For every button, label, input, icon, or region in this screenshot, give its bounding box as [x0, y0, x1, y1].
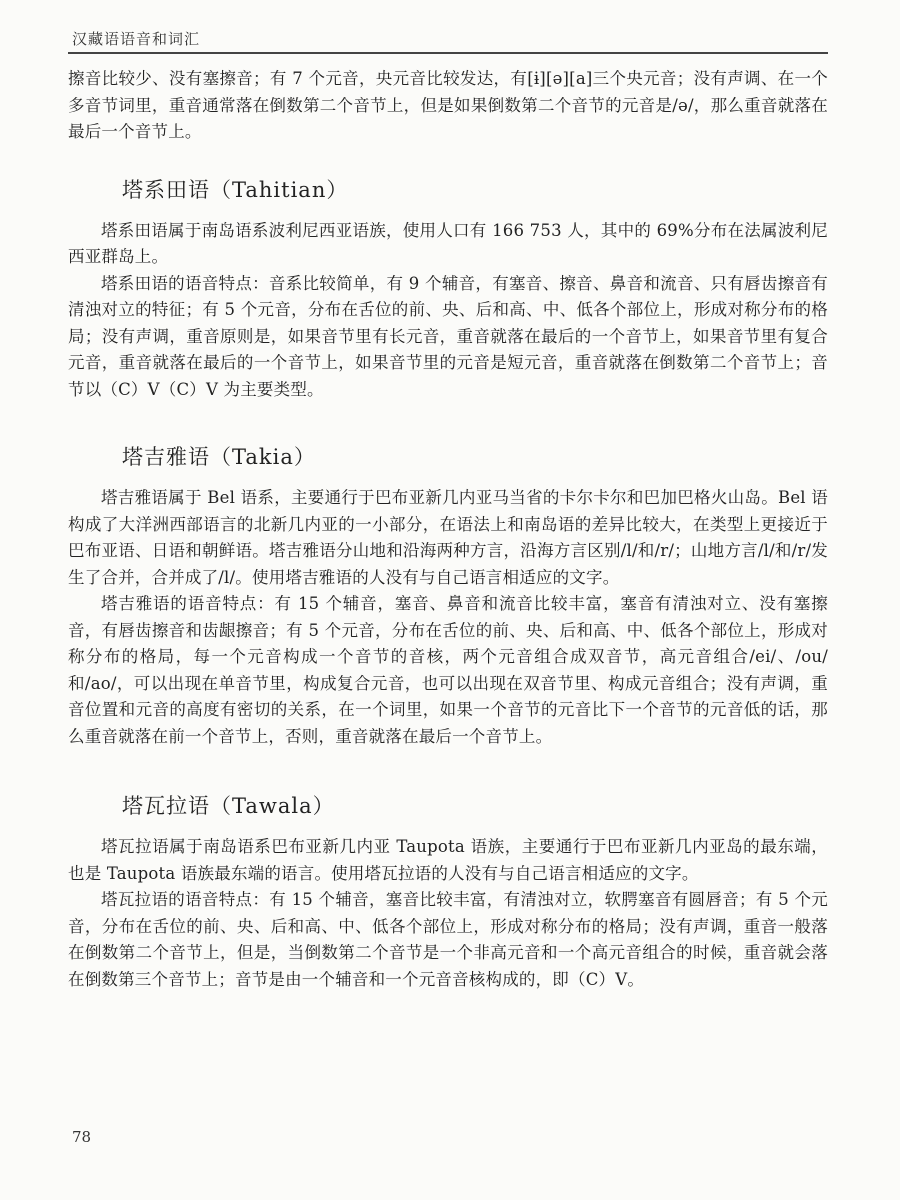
paragraph: 塔吉雅语的语音特点：有 15 个辅音，塞音、鼻音和流音比较丰富，塞音有清浊对立、没有塞擦音，有唇齿擦音和齿龈擦音；有 5 个元音，分布在舌位的前、央、后和高、中、低各个部位上，形成对称分布的格局，每一个元音构成一个音节的音核，两个元音组合成双音节，高元音组合/ei/、/ou/和/ao/，可以出现在单音节里，构成复合元音，也可以出现在双音节里、构成元音组合；没有声调，重音位置和元音的高度有密切的关系，在一个词里，如果一个音节的元音比下一个音节的元音低的话，那么重音就落在前一个音节上，否则，重音就落在最后一个音节上。 — [68, 594, 828, 746]
section-heading: 塔瓦拉语（Tawala） — [122, 794, 335, 818]
page-number: 78 — [72, 1128, 92, 1146]
paragraph: 塔吉雅语属于 Bel 语系，主要通行于巴布亚新几内亚马当省的卡尔卡尔和巴加巴格火山岛。Bel 语构成了大洋洲西部语言的北新几内亚的一小部分，在语法上和南岛语的差异比较大，在类型上更接近于巴布亚语、日语和朝鲜语。塔吉雅语分山地和沿海两种方言，沿海方言区别/l/和/r/；山地方言/l/和/r/发生了合并，合并成了/l/。使用塔吉雅语的人没有与自己语言相适应的文字。 — [68, 488, 828, 587]
paragraph: 塔系田语属于南岛语系波利尼西亚语族，使用人口有 166 753 人，其中的 69%分布在法属波利尼西亚群岛上。 — [68, 220, 828, 266]
paragraph: 塔瓦拉语属于南岛语系巴布亚新几内亚 Taupota 语族，主要通行于巴布亚新几内亚岛的最东端，也是 Taupota 语族最东端的语言。使用塔瓦拉语的人没有与自己语言相适应的文字。 — [68, 837, 828, 883]
page-body — [68, 66, 828, 993]
section-heading: 塔吉雅语（Takia） — [122, 445, 316, 469]
section-tahitian — [68, 174, 828, 404]
running-head: 汉藏语语音和词汇 — [72, 30, 201, 48]
section-heading: 塔系田语（Tahitian） — [122, 177, 349, 202]
paragraph: 塔系田语的语音特点：音系比较简单，有 9 个辅音，有塞音、擦音、鼻音和流音、只有唇齿擦音有清浊对立的特征；有 5 个元音，分布在舌位的前、央、后和高、中、低各个部位上，形成对称分布的格局；没有声调，重音原则是，如果音节里有长元音，重音就落在最后的一个音节上，如果音节里有复合元音，重音就落在最后的一个音节上，如果音节里的元音是短元音，重音就落在倒数第二个音节上；音节以（C）V（C）V 为主要类型。 — [68, 273, 828, 399]
section-takia — [68, 441, 828, 750]
section-tawala — [68, 790, 828, 993]
paragraph: 塔瓦拉语的语音特点：有 15 个辅音，塞音比较丰富，有清浊对立，软腭塞音有圆唇音；有 5 个元音，分布在舌位的前、央、后和高、中、低各个部位上，形成对称分布的格局；没有声调，重音一般落在倒数第二个音节上，但是，当倒数第二个音节是一个非高元音和一个高元音组合的时候，重音就会落在倒数第三个音节上；音节是由一个辅音和一个元音音核构成的，即（C）V。 — [68, 890, 828, 989]
intro-paragraph: 擦音比较少、没有塞擦音；有 7 个元音，央元音比较发达，有[ɨ][ə][a]三个央元音；没有声调、在一个多音节词里，重音通常落在倒数第二个音节上，但是如果倒数第二个音节的元音是/ə/，那么重音就落在最后一个音节上。 — [68, 69, 828, 141]
header-rule — [68, 52, 828, 54]
